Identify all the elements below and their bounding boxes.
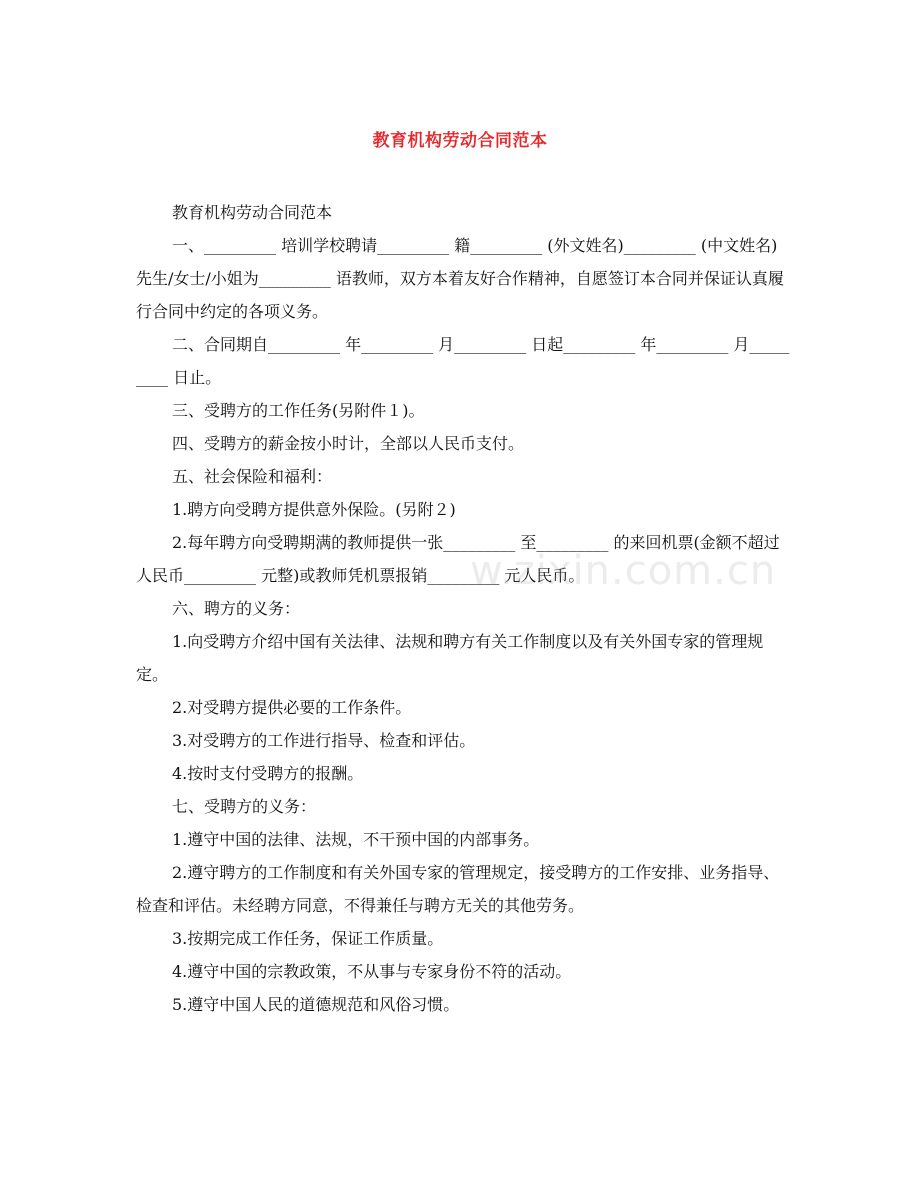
paragraph-clause-1: 一、_________ 培训学校聘请_________ 籍_________ (外文姓名)_________ (中文姓名)先生/女士/小姐为_________ 语教师，双方本着友好合作精神，自愿签订本合同并保证认真履行合同中约定的各项义务。 (136, 236, 784, 321)
paragraph-clause-4: 四、受聘方的薪金按小时计，全部以人民币支付。 (172, 434, 525, 453)
paragraph-clause-7-item-2: 2.遵守聘方的工作制度和有关外国专家的管理规定，接受聘方的工作安排、业务指导、检查和评估。未经聘方同意，不得兼任与聘方无关的其他劳务。 (136, 863, 780, 915)
paragraph-clause-7-item-5: 5.遵守中国人民的道德规范和风俗习惯。 (172, 995, 460, 1014)
watermark: w.zixin.com.cn (470, 548, 777, 594)
paragraph-clause-6-item-4: 4.按时支付受聘方的报酬。 (172, 764, 364, 783)
paragraph-clause-5-item-2: 2.每年聘方向受聘期满的教师提供一张_________ 至_________ 的来回机票(金额不超过人民币_________ 元整)或教师凭机票报销_________ 元人民币。 (136, 533, 780, 585)
paragraph-clause-6-item-1: 1.向受聘方介绍中国有关法律、法规和聘方有关工作制度以及有关外国专家的管理规定。 (136, 632, 764, 684)
paragraph-clause-7-item-1: 1.遵守中国的法律、法规，不干预中国的内部事务。 (172, 830, 540, 849)
paragraph-clause-6-item-3: 3.对受聘方的工作进行指导、检查和评估。 (172, 731, 476, 750)
paragraph-clause-7-item-4: 4.遵守中国的宗教政策，不从事与专家身份不符的活动。 (172, 962, 572, 981)
document-body (136, 196, 792, 1021)
document-title: 教育机构劳动合同范本 (372, 131, 548, 151)
paragraph-clause-5-item-1: 1.聘方向受聘方提供意外保险。(另附２) (172, 500, 456, 519)
paragraph-clause-7: 七、受聘方的义务： (172, 797, 317, 816)
paragraph-clause-5: 五、社会保险和福利： (172, 467, 333, 486)
paragraph-heading: 教育机构劳动合同范本 (172, 203, 333, 222)
paragraph-clause-2: 二、合同期自_________ 年_________ 月_________ 日起_________ 年_________ 月_________ 日止。 (136, 335, 790, 387)
paragraph-clause-6: 六、聘方的义务： (172, 599, 301, 618)
paragraph-clause-3: 三、受聘方的工作任务(另附件１)。 (172, 401, 425, 420)
paragraph-clause-7-item-3: 3.按期完成工作任务，保证工作质量。 (172, 929, 444, 948)
paragraph-clause-6-item-2: 2.对受聘方提供必要的工作条件。 (172, 698, 412, 717)
